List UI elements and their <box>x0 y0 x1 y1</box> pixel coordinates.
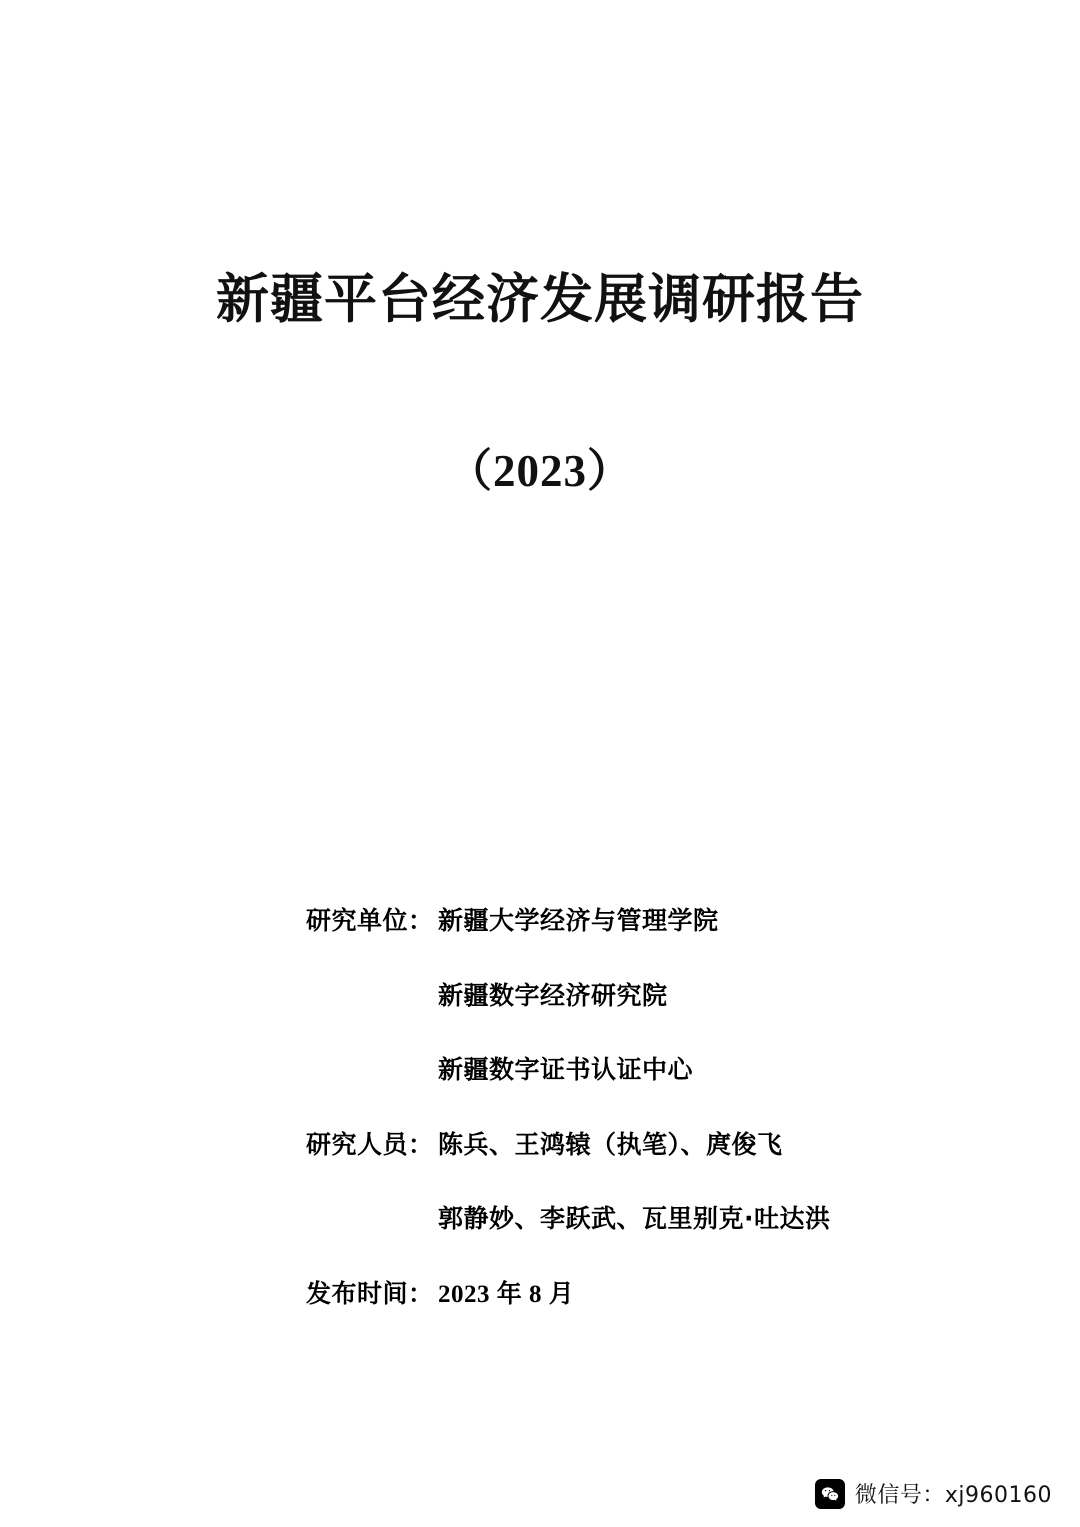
meta-value: 2023 年 8 月 <box>438 1280 575 1308</box>
wechat-watermark <box>815 1478 1052 1509</box>
meta-row <box>306 905 1006 938</box>
meta-value: 郭静妙、李跃武、瓦里别克·吐达洪 <box>438 1204 831 1233</box>
meta-value: 新疆大学经济与管理学院 <box>438 906 719 935</box>
meta-row <box>306 1054 1006 1087</box>
meta-label: 发布时间： <box>306 1278 434 1308</box>
wechat-id-label: 微信号：xj960160 <box>854 1483 1052 1508</box>
wechat-icon <box>815 1479 845 1509</box>
meta-row <box>306 1203 1006 1236</box>
meta-value: 新疆数字证书认证中心 <box>438 1055 694 1084</box>
meta-label: 研究单位： <box>306 906 434 935</box>
document-year: （2023） <box>446 445 633 496</box>
title-block <box>0 268 1080 499</box>
document-metadata <box>306 905 1006 1311</box>
meta-row <box>306 980 1006 1013</box>
page-title: 新疆平台经济发展调研报告 <box>216 269 864 330</box>
meta-row <box>306 1278 1006 1312</box>
meta-row <box>306 1129 1006 1162</box>
meta-value: 新疆数字经济研究院 <box>438 980 668 1010</box>
meta-label: 研究人员： <box>306 1129 434 1159</box>
meta-value: 陈兵、王鸿辕（执笔）、庹俊飞 <box>438 1129 783 1159</box>
